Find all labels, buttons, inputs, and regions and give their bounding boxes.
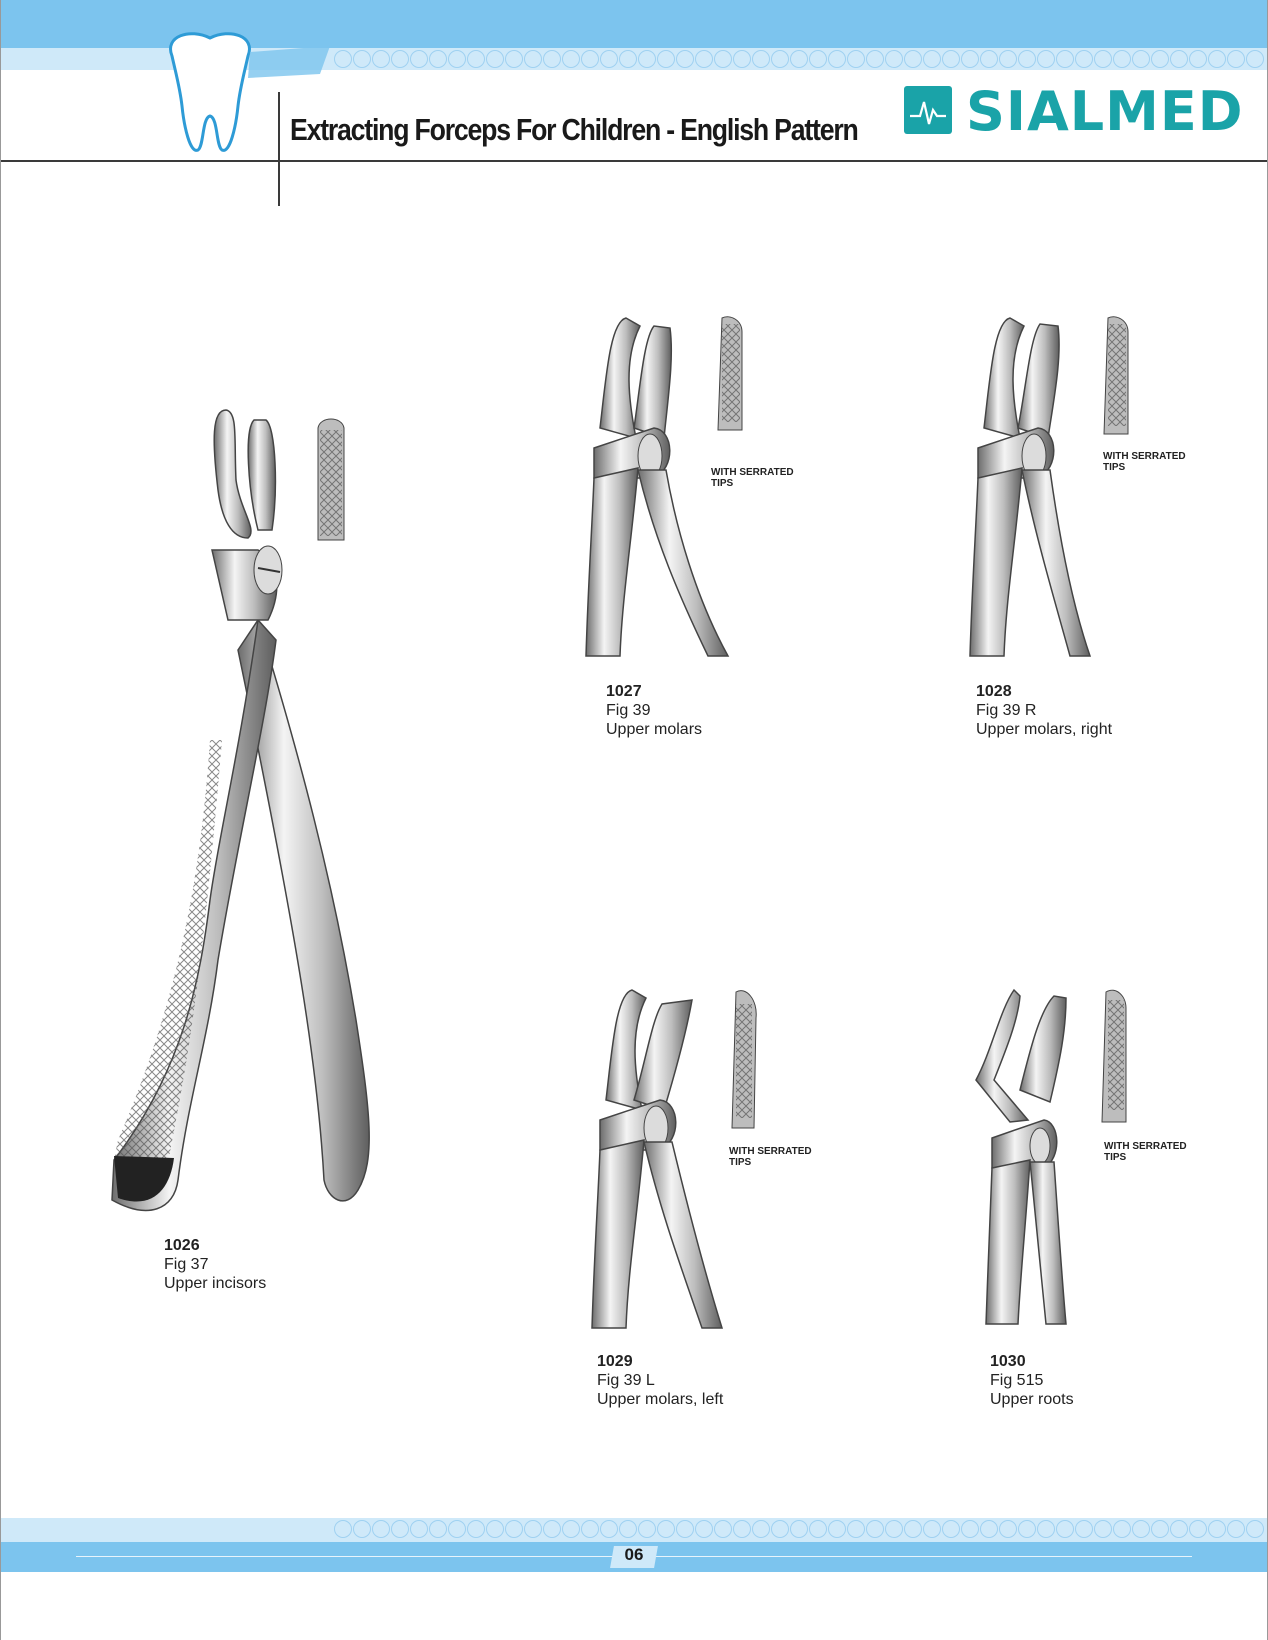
scallop-circle bbox=[524, 1520, 542, 1538]
scallop-circle bbox=[1018, 50, 1036, 68]
scallop-circle bbox=[923, 50, 941, 68]
product-caption-1027 bbox=[606, 682, 702, 739]
product-description: Upper roots bbox=[990, 1391, 1074, 1408]
scallop-circle bbox=[581, 50, 599, 68]
scallop-circle bbox=[714, 50, 732, 68]
product-description: Upper molars, right bbox=[976, 721, 1113, 738]
scallop-circle bbox=[467, 1520, 485, 1538]
scallop-circle bbox=[638, 50, 656, 68]
product-description: Upper molars bbox=[606, 721, 703, 738]
scallop-circle bbox=[1170, 1520, 1188, 1538]
product-fig: Fig 39 R bbox=[976, 702, 1037, 719]
scallop-circle bbox=[809, 50, 827, 68]
scallop-circle bbox=[885, 1520, 903, 1538]
scallop-circle bbox=[353, 1520, 371, 1538]
scallop-circle bbox=[923, 1520, 941, 1538]
scallop-circle bbox=[429, 50, 447, 68]
scallop-circle bbox=[866, 50, 884, 68]
product-code: 1029 bbox=[597, 1353, 633, 1370]
scallop-circle bbox=[676, 50, 694, 68]
scallop-circle bbox=[1208, 1520, 1226, 1538]
serrated-tips-note: WITH SERRATED TIPS bbox=[1103, 451, 1186, 473]
scallop-circle bbox=[733, 50, 751, 68]
forceps-image-1026 bbox=[108, 420, 388, 1220]
scallop-circle bbox=[771, 50, 789, 68]
brand-name: SIALMED bbox=[966, 80, 1244, 143]
scallop-circle bbox=[1227, 50, 1245, 68]
scallop-circle bbox=[372, 50, 390, 68]
page-title: Extracting Forceps For Children - English Pattern bbox=[290, 112, 858, 147]
scallop-circle bbox=[657, 50, 675, 68]
scallop-circle bbox=[448, 50, 466, 68]
scallop-circle bbox=[999, 50, 1017, 68]
product-caption-1030 bbox=[990, 1352, 1074, 1409]
scallop-circle bbox=[1037, 1520, 1055, 1538]
scallop-circle bbox=[695, 1520, 713, 1538]
header-scallop-pattern bbox=[334, 50, 1268, 70]
scallop-circle bbox=[885, 50, 903, 68]
scallop-circle bbox=[410, 1520, 428, 1538]
serrated-tips-note: WITH SERRATED TIPS bbox=[711, 467, 794, 489]
product-fig: Fig 515 bbox=[990, 1372, 1044, 1389]
product-code: 1028 bbox=[976, 683, 1012, 700]
tooth-icon bbox=[160, 26, 260, 158]
scallop-circle bbox=[543, 1520, 561, 1538]
scallop-circle bbox=[942, 50, 960, 68]
scallop-circle bbox=[676, 1520, 694, 1538]
scallop-circle bbox=[1056, 1520, 1074, 1538]
scallop-circle bbox=[1170, 50, 1188, 68]
scallop-circle bbox=[1113, 1520, 1131, 1538]
scallop-circle bbox=[1132, 1520, 1150, 1538]
scallop-circle bbox=[999, 1520, 1017, 1538]
scallop-circle bbox=[619, 1520, 637, 1538]
scallop-circle bbox=[581, 1520, 599, 1538]
product-fig: Fig 39 L bbox=[597, 1372, 655, 1389]
scallop-circle bbox=[1246, 1520, 1264, 1538]
header-rule bbox=[0, 160, 1268, 162]
scallop-circle bbox=[353, 50, 371, 68]
scallop-circle bbox=[942, 1520, 960, 1538]
scallop-circle bbox=[1246, 50, 1264, 68]
scallop-circle bbox=[828, 50, 846, 68]
scallop-circle bbox=[391, 50, 409, 68]
scallop-circle bbox=[1208, 50, 1226, 68]
scallop-circle bbox=[486, 1520, 504, 1538]
product-code: 1027 bbox=[606, 683, 642, 700]
scallop-circle bbox=[1056, 50, 1074, 68]
scallop-circle bbox=[657, 1520, 675, 1538]
scallop-circle bbox=[1189, 50, 1207, 68]
product-code: 1026 bbox=[164, 1237, 200, 1254]
product-fig: Fig 39 bbox=[606, 702, 651, 719]
scallop-circle bbox=[790, 1520, 808, 1538]
scallop-circle bbox=[1227, 1520, 1245, 1538]
scallop-circle bbox=[752, 50, 770, 68]
scallop-circle bbox=[1151, 50, 1169, 68]
header-divider bbox=[278, 92, 280, 206]
product-description: Upper incisors bbox=[164, 1275, 267, 1292]
product-description: Upper molars, left bbox=[597, 1391, 724, 1408]
scallop-circle bbox=[714, 1520, 732, 1538]
product-caption-1029 bbox=[597, 1352, 723, 1409]
scallop-circle bbox=[505, 1520, 523, 1538]
product-fig: Fig 37 bbox=[164, 1256, 209, 1273]
scallop-circle bbox=[334, 1520, 352, 1538]
scallop-circle bbox=[638, 1520, 656, 1538]
scallop-circle bbox=[448, 1520, 466, 1538]
scallop-circle bbox=[733, 1520, 751, 1538]
scallop-circle bbox=[961, 50, 979, 68]
scallop-circle bbox=[828, 1520, 846, 1538]
footer-scallop-pattern bbox=[334, 1520, 1268, 1540]
scallop-circle bbox=[809, 1520, 827, 1538]
product-caption-1028 bbox=[976, 682, 1112, 739]
scallop-circle bbox=[1189, 1520, 1207, 1538]
scallop-circle bbox=[600, 1520, 618, 1538]
scallop-circle bbox=[904, 50, 922, 68]
scallop-circle bbox=[1094, 50, 1112, 68]
scallop-circle bbox=[543, 50, 561, 68]
scallop-circle bbox=[695, 50, 713, 68]
scallop-circle bbox=[1018, 1520, 1036, 1538]
scallop-circle bbox=[467, 50, 485, 68]
scallop-circle bbox=[429, 1520, 447, 1538]
brand-logo-icon bbox=[904, 86, 952, 134]
scallop-circle bbox=[372, 1520, 390, 1538]
scallop-circle bbox=[334, 50, 352, 68]
scallop-circle bbox=[752, 1520, 770, 1538]
scallop-circle bbox=[562, 1520, 580, 1538]
scallop-circle bbox=[505, 50, 523, 68]
scallop-circle bbox=[1037, 50, 1055, 68]
scallop-circle bbox=[562, 50, 580, 68]
page-border-left bbox=[0, 0, 1, 1640]
scallop-circle bbox=[790, 50, 808, 68]
scallop-circle bbox=[486, 50, 504, 68]
scallop-circle bbox=[600, 50, 618, 68]
scallop-circle bbox=[1094, 1520, 1112, 1538]
scallop-circle bbox=[391, 1520, 409, 1538]
page-number: 06 bbox=[624, 1545, 644, 1564]
forceps-image-1028 bbox=[968, 318, 1168, 658]
scallop-circle bbox=[1075, 1520, 1093, 1538]
scallop-circle bbox=[1113, 50, 1131, 68]
scallop-circle bbox=[619, 50, 637, 68]
scallop-circle bbox=[866, 1520, 884, 1538]
scallop-circle bbox=[524, 50, 542, 68]
product-code: 1030 bbox=[990, 1353, 1026, 1370]
scallop-circle bbox=[1151, 1520, 1169, 1538]
serrated-tips-note: WITH SERRATED TIPS bbox=[729, 1146, 812, 1168]
serrated-tips-note: WITH SERRATED TIPS bbox=[1104, 1141, 1187, 1163]
scallop-circle bbox=[980, 1520, 998, 1538]
scallop-circle bbox=[771, 1520, 789, 1538]
scallop-circle bbox=[847, 1520, 865, 1538]
product-caption-1026 bbox=[164, 1236, 266, 1293]
scallop-circle bbox=[1075, 50, 1093, 68]
scallop-circle bbox=[847, 50, 865, 68]
scallop-circle bbox=[1132, 50, 1150, 68]
scallop-circle bbox=[961, 1520, 979, 1538]
scallop-circle bbox=[410, 50, 428, 68]
scallop-circle bbox=[980, 50, 998, 68]
scallop-circle bbox=[904, 1520, 922, 1538]
